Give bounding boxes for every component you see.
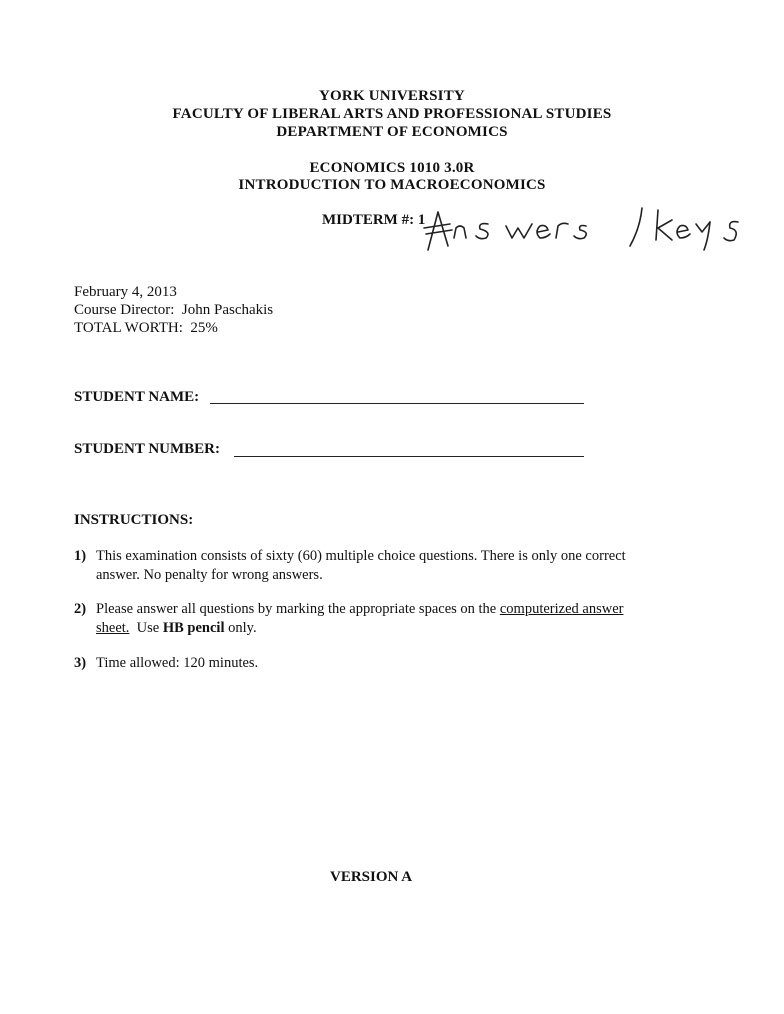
sheet-link: sheet. [96, 620, 130, 636]
instruction-text [96, 600, 674, 619]
total-worth-label: TOTAL WORTH: [74, 320, 183, 336]
student-name-line[interactable] [210, 403, 584, 405]
faculty-name: FACULTY OF LIBERAL ARTS AND PROFESSIONAL STUDIES [172, 106, 612, 122]
handwritten-answers-keys [422, 198, 752, 258]
instruction-item-1 [74, 547, 674, 585]
university-name: YORK UNIVERSITY [319, 88, 465, 104]
instruction-text-part: Use [129, 620, 163, 636]
instruction-text-part: Please answer all questions by marking the appropriate spaces on the [96, 601, 500, 617]
total-worth [74, 319, 218, 337]
course-director [74, 301, 273, 319]
instructions-heading: INSTRUCTIONS: [74, 512, 194, 528]
instruction-number: 1) [74, 548, 87, 564]
hb-pencil-text: HB pencil [162, 620, 225, 636]
instruction-item-2 [74, 600, 674, 638]
student-name-label: STUDENT NAME: [74, 389, 200, 405]
instruction-number: 3) [74, 655, 87, 671]
student-number-label: STUDENT NUMBER: [74, 441, 220, 457]
course-director-name: John Paschakis [181, 302, 274, 318]
version-label: VERSION A [330, 869, 413, 885]
instruction-text [96, 619, 674, 638]
total-worth-value: 25% [190, 320, 218, 336]
course-code: ECONOMICS 1010 3.0R [309, 160, 475, 176]
instruction-text: answer. No penalty for wrong answers. [96, 567, 323, 583]
exam-date: February 4, 2013 [74, 284, 177, 300]
department-name: DEPARTMENT OF ECONOMICS [276, 124, 508, 140]
course-director-label: Course Director: [74, 302, 175, 318]
instruction-item-3 [74, 654, 674, 673]
instruction-text: This examination consists of sixty (60) multiple choice questions. There is only one correct [96, 548, 626, 564]
instruction-number: 2) [74, 601, 87, 617]
student-number-line[interactable] [234, 456, 584, 458]
midterm-label: MIDTERM #: 1 [322, 212, 426, 228]
computerized-answer-sheet-link: computerized answer [499, 601, 624, 617]
course-title: INTRODUCTION TO MACROECONOMICS [238, 177, 546, 193]
instruction-text-part: only. [224, 620, 257, 636]
instruction-text: Time allowed: 120 minutes. [96, 655, 259, 671]
